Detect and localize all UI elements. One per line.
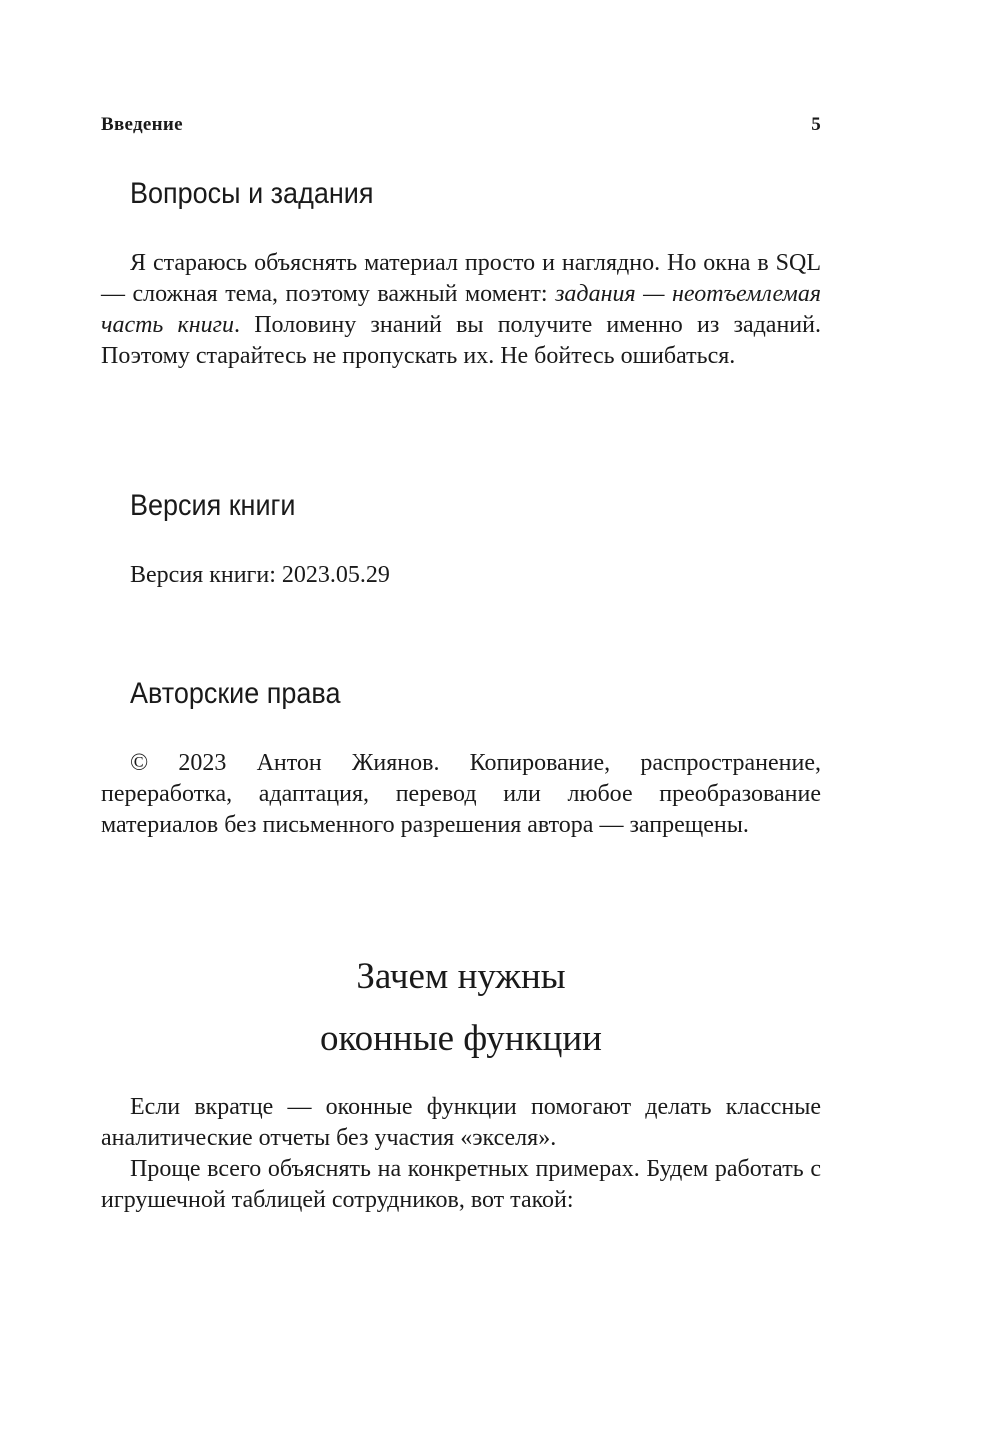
questions-heading: Вопросы и задания (130, 177, 374, 210)
version-heading: Версия книги (130, 489, 296, 522)
questions-emphasis: задания — неотъемлемая часть книги (101, 281, 821, 338)
questions-paragraph (101, 248, 821, 372)
chapter-paragraph-1: Если вкратце — оконные функции помогают делать классные аналитические отчеты без участия «экселя». (101, 1094, 821, 1151)
copyright-paragraph: © 2023 Антон Жиянов. Копирование, распространение, переработка, адаптация, перевод или любое преобразование материалов без письменного разрешения автора — запрещены. (101, 750, 821, 838)
page-number: 5 (811, 114, 821, 135)
chapter-paragraph-2: Проще всего объяснять на конкретных примерах. Будем работать с игрушечной таблицей сотрудников, вот такой: (101, 1156, 821, 1213)
chapter-title-line1: Зачем нужны (356, 956, 566, 997)
questions-text-after: . Половину знаний вы получите именно из заданий. Поэтому старайтесь не пропускать их. Не бойтесь ошибаться. (101, 312, 821, 369)
version-paragraph: Версия книги: 2023.05.29 (130, 562, 390, 588)
chapter-title-line2: оконные функции (320, 1018, 602, 1059)
questions-text-before: Я стараюсь объяснять материал просто и наглядно. Но окна в SQL — сложная тема, поэтому важный момент: (101, 250, 821, 307)
running-head (101, 114, 821, 140)
running-head-title: Введение (101, 114, 183, 135)
copyright-heading: Авторские права (130, 677, 341, 710)
